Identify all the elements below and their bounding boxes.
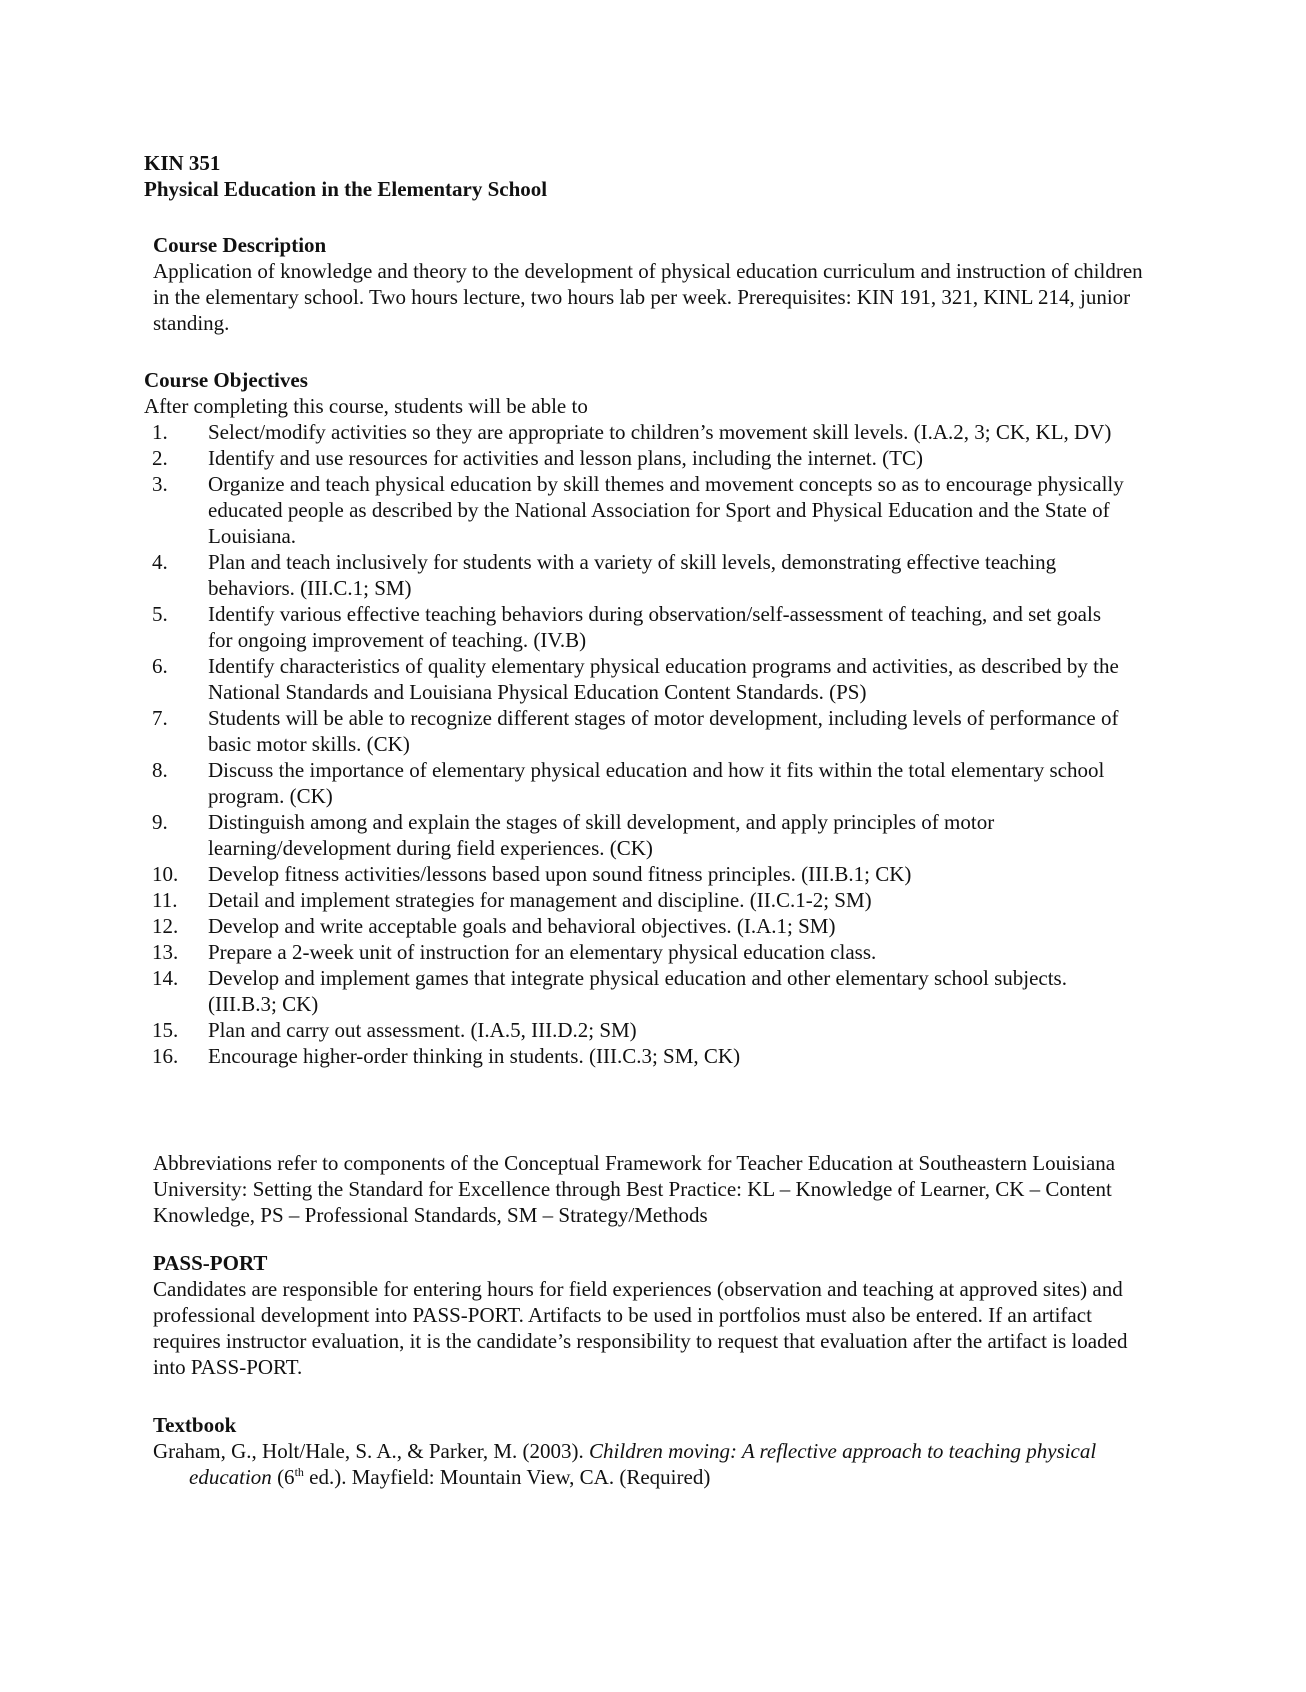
objective-number: 13.: [152, 940, 179, 964]
objective-item: [144, 705, 1144, 757]
objective-number: 10.: [152, 862, 179, 886]
citation-edition-pre: (6: [271, 1465, 295, 1489]
pass-port-text: Candidates are responsible for entering hours for field experiences (observation and teaching at approved sites) and professional development into PASS-PORT. Artifacts to be used in portfolios must also be entered. If an artifact requires instructor evaluation, it is the candidate’s responsibility to request that evaluation after the artifact is loaded into PASS-PORT.: [153, 1277, 1128, 1379]
document-header: [144, 150, 1144, 202]
objective-item: [144, 419, 1144, 445]
objective-text: Prepare a 2-week unit of instruction for an elementary physical education class.: [208, 940, 877, 964]
objective-text: Develop fitness activities/lessons based upon sound fitness principles. (III.B.1; CK): [208, 862, 912, 886]
objectives-list: [144, 419, 1144, 1069]
objective-number: 3.: [152, 472, 168, 496]
objective-text: Identify various effective teaching behaviors during observation/self-assessment of teaching, and set goals for ongoing improvement of teaching. (IV.B): [208, 602, 1102, 652]
objective-item: [144, 861, 1144, 887]
course-description-section: [153, 232, 1153, 336]
course-code: KIN 351: [144, 151, 221, 175]
objective-text: Plan and teach inclusively for students with a variety of skill levels, demonstrating effective teaching behaviors. (III.C.1; SM): [208, 550, 1057, 600]
objective-text: Identify and use resources for activities and lesson plans, including the internet. (TC): [208, 446, 923, 470]
objective-item: [144, 757, 1144, 809]
citation-authors: Graham, G., Holt/Hale, S. A., & Parker, M. (2003).: [153, 1439, 590, 1463]
objective-text: Develop and implement games that integrate physical education and other elementary school subjects. (III.B.3; CK): [208, 966, 1067, 1016]
objective-number: 14.: [152, 966, 179, 990]
citation-title: Children moving: A reflective approach to teaching physical education: [189, 1439, 1097, 1489]
course-title: Physical Education in the Elementary School: [144, 177, 548, 201]
objective-number: 7.: [152, 706, 168, 730]
pass-port-heading: PASS-PORT: [153, 1251, 268, 1275]
objective-text: Select/modify activities so they are appropriate to children’s movement skill levels. (I.A.2, 3; CK, KL, DV): [208, 420, 1112, 444]
citation-edition-sup: th: [294, 1465, 304, 1479]
objective-item: [144, 601, 1144, 653]
objective-item: [144, 1017, 1144, 1043]
abbreviations-note: Abbreviations refer to components of the Conceptual Framework for Teacher Education at Southeastern Louisiana University: Setting the Standard for Excellence through Best Practice: KL – Knowledge of Learner, CK – Content Knowledge, PS – Professional Standards, SM – Strategy/Methods: [153, 1151, 1116, 1227]
objective-item: [144, 445, 1144, 471]
textbook-section: [153, 1412, 1153, 1490]
objective-number: 15.: [152, 1018, 179, 1042]
objective-item: [144, 965, 1144, 1017]
objective-number: 8.: [152, 758, 168, 782]
objective-number: 9.: [152, 810, 168, 834]
objective-number: 11.: [152, 888, 178, 912]
citation-edition-post: ed.). Mayfield: Mountain View, CA. (Required): [303, 1465, 711, 1489]
objective-item: [144, 653, 1144, 705]
objective-item: [144, 887, 1144, 913]
objective-text: Encourage higher-order thinking in students. (III.C.3; SM, CK): [208, 1044, 741, 1068]
objective-item: [144, 549, 1144, 601]
textbook-heading: Textbook: [153, 1413, 237, 1437]
objective-text: Organize and teach physical education by skill themes and movement concepts so as to encourage physically educated people as described by the National Association for Sport and Physical Education and the State of Louisiana.: [208, 472, 1124, 548]
objective-number: 12.: [152, 914, 179, 938]
objective-item: [144, 809, 1144, 861]
objective-number: 16.: [152, 1044, 179, 1068]
course-objectives-heading: Course Objectives: [144, 368, 308, 392]
objective-number: 2.: [152, 446, 168, 470]
objective-number: 4.: [152, 550, 168, 574]
pass-port-section: [153, 1250, 1153, 1380]
objective-text: Discuss the importance of elementary physical education and how it fits within the total elementary school program. (CK): [208, 758, 1105, 808]
course-objectives-intro: After completing this course, students will be able to: [144, 394, 588, 418]
objective-number: 5.: [152, 602, 168, 626]
course-description-heading: Course Description: [153, 233, 327, 257]
objective-item: [144, 913, 1144, 939]
objective-item: [144, 471, 1144, 549]
objective-number: 6.: [152, 654, 168, 678]
objective-text: Develop and write acceptable goals and behavioral objectives. (I.A.1; SM): [208, 914, 836, 938]
course-objectives-section: [144, 367, 1144, 419]
objective-text: Students will be able to recognize different stages of motor development, including levels of performance of basic motor skills. (CK): [208, 706, 1119, 756]
objective-item: [144, 939, 1144, 965]
objective-item: [144, 1043, 1144, 1069]
objective-text: Identify characteristics of quality elementary physical education programs and activities, as described by the National Standards and Louisiana Physical Education Content Standards. (PS): [208, 654, 1119, 704]
objective-text: Detail and implement strategies for management and discipline. (II.C.1-2; SM): [208, 888, 872, 912]
textbook-citation: [153, 1438, 1153, 1490]
objective-text: Distinguish among and explain the stages of skill development, and apply principles of motor learning/development during field experiences. (CK): [208, 810, 995, 860]
objective-number: 1.: [152, 420, 168, 444]
course-description-text: Application of knowledge and theory to the development of physical education curriculum and instruction of children in the elementary school. Two hours lecture, two hours lab per week. Prerequisites: KIN 191, 321, KINL 214, junior standing.: [153, 259, 1143, 335]
objective-text: Plan and carry out assessment. (I.A.5, III.D.2; SM): [208, 1018, 637, 1042]
